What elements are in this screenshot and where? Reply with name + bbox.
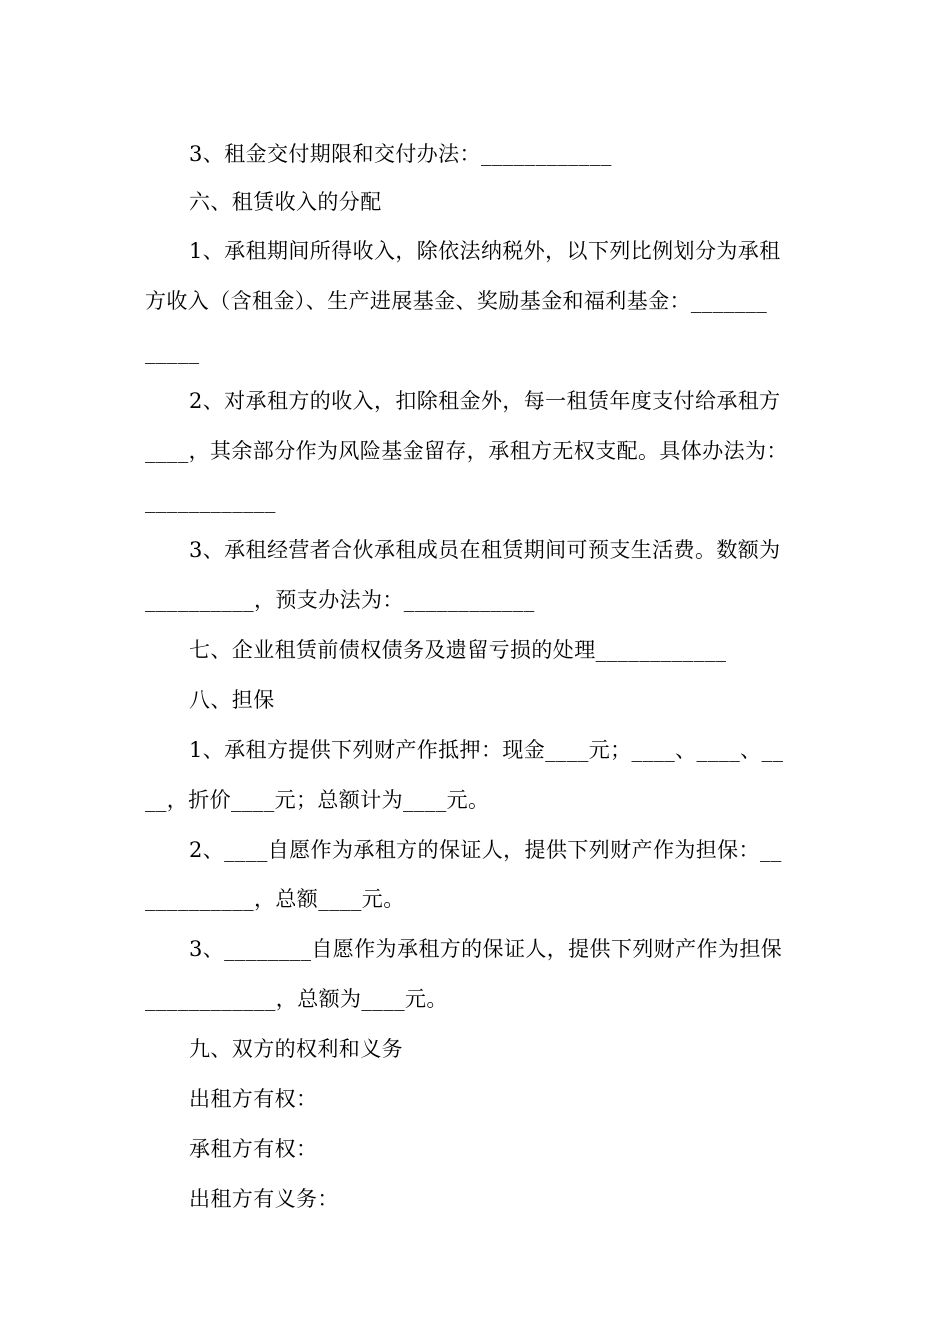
lessor-obligations-label: 出租方有义务： [189,1187,339,1211]
clause-6-2-line-1: 2、对承租方的收入，扣除租金外，每一租赁年度支付给承租方 [189,389,781,413]
clause-6-3-line-1: 3、承租经营者合伙承租成员在租赁期间可预支生活费。数额为 [189,538,781,562]
clause-8-3-line-2: ____________，总额为____元。 [145,987,448,1011]
section-7-heading: 七、企业租赁前债权债务及遗留亏损的处理____________ [189,638,727,662]
lessee-rights-label: 承租方有权： [189,1137,318,1161]
section-8-heading: 八、担保 [189,688,275,712]
lessor-rights-label: 出租方有权： [189,1087,318,1111]
clause-6-item-3-rent-payment: 3、租金交付期限和交付办法：____________ [189,142,612,166]
section-6-heading: 六、租赁收入的分配 [189,190,382,214]
clause-6-2-line-3: ____________ [145,489,276,513]
clause-6-3-line-2: __________，预支办法为：____________ [145,588,535,612]
clause-6-2-line-2: ____，其余部分作为风险基金留存，承租方无权支配。具体办法为： [145,439,788,463]
clause-6-1-line-2: 方收入（含租金）、生产进展基金、奖励基金和福利基金：_______ [145,289,768,313]
clause-8-2-line-1: 2、____自愿作为承租方的保证人，提供下列财产作为担保：__ [189,838,782,862]
clause-8-3-line-1: 3、________自愿作为承租方的保证人，提供下列财产作为担保 [189,937,783,961]
section-9-heading: 九、双方的权利和义务 [189,1037,403,1061]
clause-8-1-line-1: 1、承租方提供下列财产作抵押：现金____元；____、____、__ [189,738,784,762]
clause-8-1-line-2: __，折价____元；总额计为____元。 [145,788,490,812]
clause-6-1-line-3: _____ [145,340,200,364]
clause-8-2-line-2: __________，总额____元。 [145,887,405,911]
clause-6-1-line-1: 1、承租期间所得收入，除依法纳税外，以下列比例划分为承租 [189,239,781,263]
